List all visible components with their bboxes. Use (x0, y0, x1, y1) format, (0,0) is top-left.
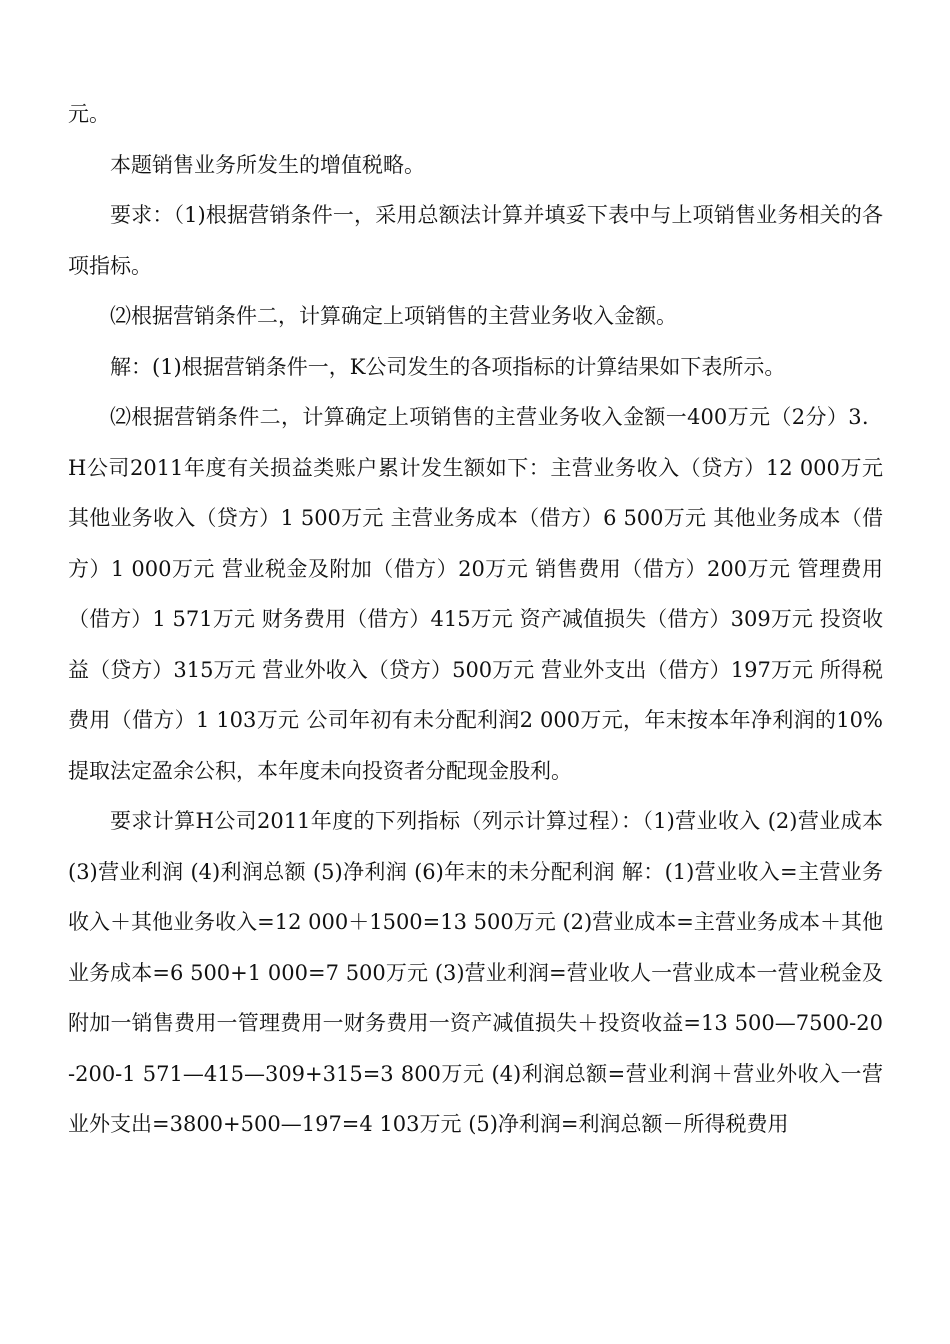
paragraph-solution-2-and-question-3: ⑵根据营销条件二，计算确定上项销售的主营业务收入金额一400万元（2分）3．H公司2011年度有关损益类账户累计发生额如下：主营业务收入（贷方）12 000万元 其他业务收入（贷方）1 500万元 主营业务成本（借方）6 500万元 其他业务成本（借方）1 000万元 营业税金及附加（借方）20万元 销售费用（借方）200万元 管理费用（借方）1 571万元 财务费用（借方）415万元 资产减值损失（借方）309万元 投资收益（贷方）315万元 营业外收入（贷方）500万元 营业外支出（借方）197万元 所得税费用（借方）1 103万元 公司年初有未分配利润2 000万元，年末按本年净利润的10%提取法定盈余公积，本年度未向投资者分配现金股利。 (68, 405, 883, 783)
paragraph-vat-note: 本题销售业务所发生的增值税略。 (110, 152, 425, 177)
paragraph-question-3-requirements-and-solution: 要求计算H公司2011年度的下列指标（列示计算过程）：（1)营业收入 (2)营业成本 (3)营业利润 (4)利润总额 (5)净利润 (6)年末的未分配利润 解：(1)营业收入=主营业务收入＋其他业务收入=12 000＋1500=13 500万元 (2)营业成本=主营业务成本＋其他业务成本=6 500+1 000=7 500万元 (3)营业利润=营业收人一营业成本一营业税金及附加一销售费用一管理费用一财务费用一资产减值损失＋投资收益=13 500—7500-20-200-1 571—415—309+315=3 800万元 (4)利润总额=营业利润＋营业外收入一营业外支出=3800+500—197=4 103万元 (5)净利润=利润总额－所得税费用 (68, 809, 883, 1136)
paragraph-requirement-2: ⑵根据营销条件二，计算确定上项销售的主营业务收入金额。 (110, 304, 677, 328)
paragraph-requirement-1: 要求：（1)根据营销条件一，采用总额法计算并填妥下表中与上项销售业务相关的各项指标。 (68, 203, 883, 278)
document-page (68, 89, 883, 1150)
paragraph-continuation: 元。 (68, 102, 110, 126)
paragraph-solution-1: 解：(1)根据营销条件一，K公司发生的各项指标的计算结果如下表所示。 (110, 354, 786, 379)
